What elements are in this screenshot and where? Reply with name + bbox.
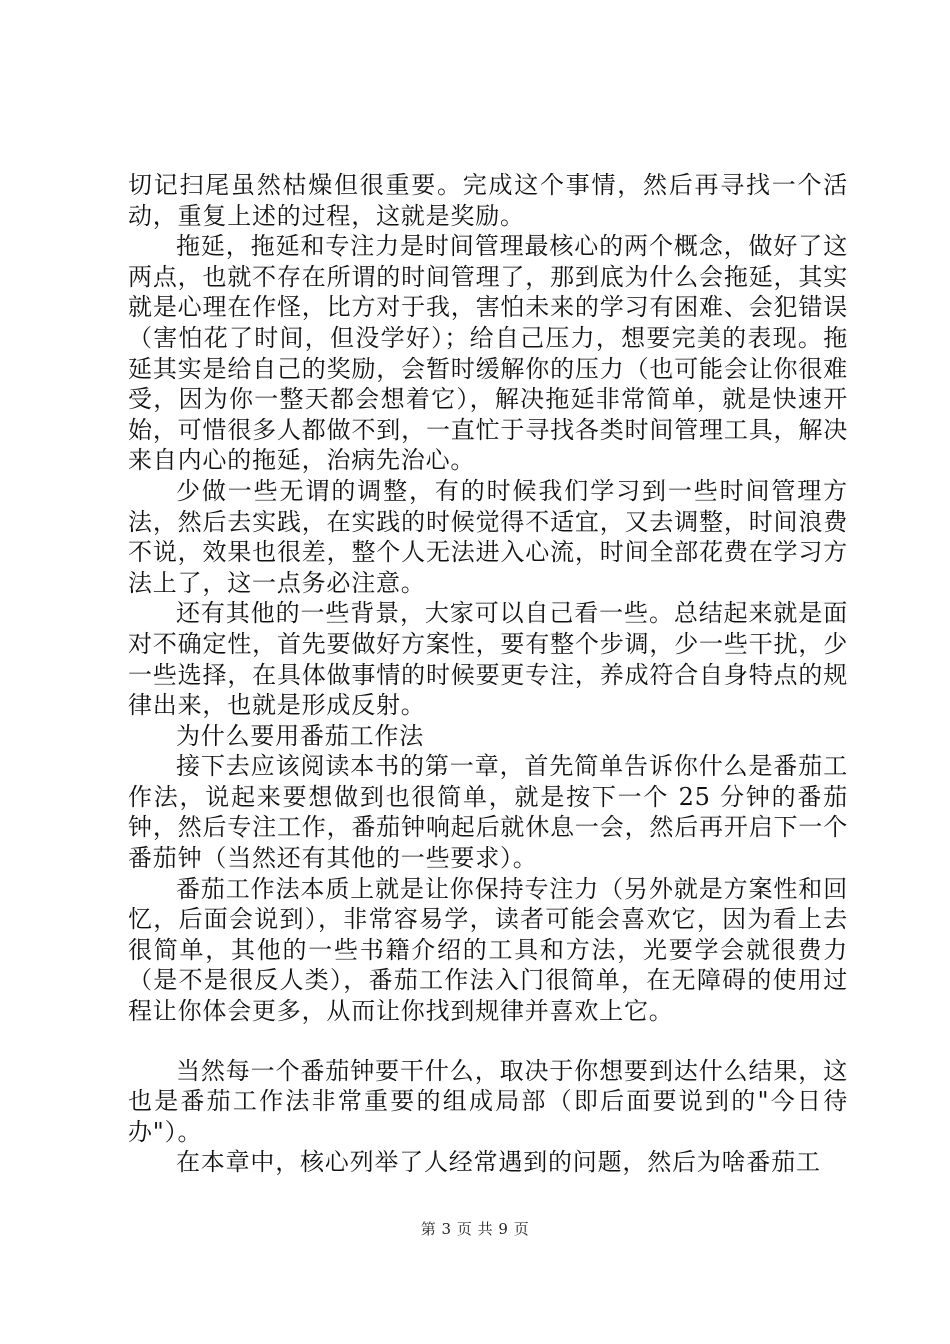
paragraph-3: 少做一些无谓的调整，有的时候我们学习到一些时间管理方法，然后去实践，在实践的时候觉得不适宜，又去调整，时间浪费不说，效果也很差，整个人无法进入心流，时间全部花费在学习方法上了，这一点务必注意。 xyxy=(128,476,848,597)
page-number-footer: 第 3 页 共 9 页 xyxy=(420,1220,530,1238)
paragraph-6: 番茄工作法本质上就是让你保持专注力（另外就是方案性和回忆，后面会说到），非常容易学，读者可能会喜欢它，因为看上去很简单，其他的一些书籍介绍的工具和方法，光要学会就很费力（是不是很反人类），番茄工作法入门很简单，在无障碍的使用过程让你体会更多，从而让你找到规律并喜欢上它。 xyxy=(128,874,848,1026)
paragraph-5: 接下去应该阅读本书的第一章，首先简单告诉你什么是番茄工作法，说起来要想做到也很简单，就是按下一个 25 分钟的番茄钟，然后专注工作，番茄钟响起后就休息一会，然后再开启下一个番茄钟（当然还有其他的一些要求）。 xyxy=(128,752,848,873)
paragraph-2: 拖延，拖延和专注力是时间管理最核心的两个概念，做好了这两点，也就不存在所谓的时间管理了，那到底为什么会拖延，其实就是心理在作怪，比方对于我，害怕未来的学习有困难、会犯错误（害怕花了时间，但没学好）；给自己压力，想要完美的表现。拖延其实是给自己的奖励，会暂时缓解你的压力（也可能会让你很难受，因为你一整天都会想着它），解决拖延非常简单，就是快速开始，可惜很多人都做不到，一直忙于寻找各类时间管理工具，解决来自内心的拖延，治病先治心。 xyxy=(128,232,848,475)
paragraph-1: 切记扫尾虽然枯燥但很重要。完成这个事情，然后再寻找一个活动，重复上述的过程，这就是奖励。 xyxy=(128,171,848,230)
paragraph-7: 当然每一个番茄钟要干什么，取决于你想要到达什么结果，这也是番茄工作法非常重要的组成局部（即后面要说到的"今日待办"）。 xyxy=(128,1056,848,1146)
section-heading: 为什么要用番茄工作法 xyxy=(176,721,424,750)
paragraph-8: 在本章中，核心列举了人经常遇到的问题，然后为啥番茄工 xyxy=(176,1148,821,1177)
paragraph-4: 还有其他的一些背景，大家可以自己看一些。总结起来就是面对不确定性，首先要做好方案性，要有整个步调，少一些干扰，少一些选择，在具体做事情的时候要更专注，养成符合自身特点的规律出来，也就是形成反射。 xyxy=(128,599,848,720)
document-body xyxy=(128,170,848,1178)
